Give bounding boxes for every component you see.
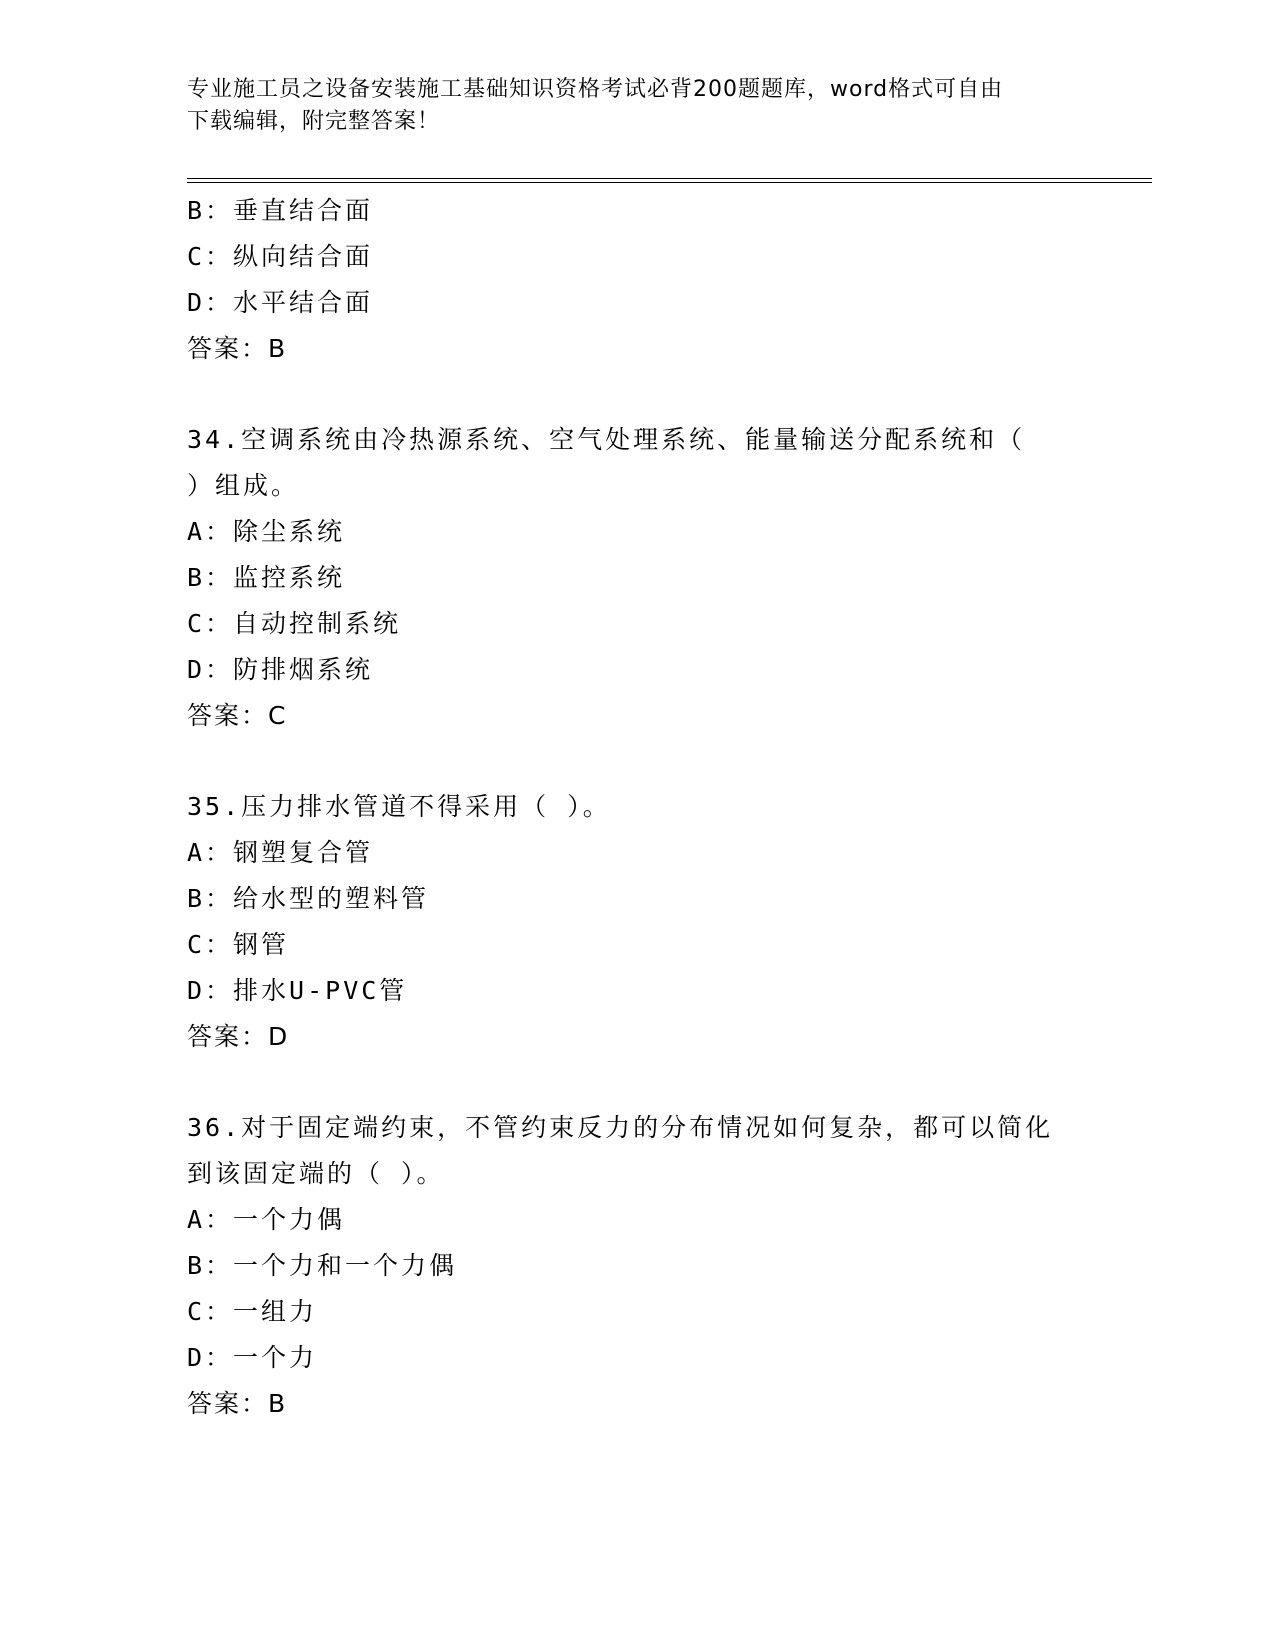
option-a: A：除尘系统 bbox=[187, 517, 346, 546]
question-stem: 35.压力排水管道不得采用（ ）。 bbox=[187, 792, 611, 821]
spacer bbox=[187, 1060, 1127, 1105]
option-b: B：一个力和一个力偶 bbox=[187, 1251, 458, 1280]
option-a: A：一个力偶 bbox=[187, 1205, 346, 1234]
option-c: C：纵向结合面 bbox=[187, 242, 374, 271]
question-stem: 36.对于固定端约束，不管约束反力的分布情况如何复杂，都可以简化 bbox=[187, 1113, 1054, 1142]
question-stem-continued: 到该固定端的（ ）。 bbox=[187, 1159, 445, 1188]
option-d: D：一个力 bbox=[187, 1343, 318, 1372]
question-list bbox=[187, 188, 1127, 1427]
question-stem: 34.空调系统由冷热源系统、空气处理系统、能量输送分配系统和（ bbox=[187, 425, 1026, 454]
header-title-line2: 下载编辑，附完整答案！ bbox=[187, 109, 441, 134]
question-block-34 bbox=[187, 417, 1127, 739]
spacer bbox=[187, 739, 1127, 784]
header-title-line1: 专业施工员之设备安装施工基础知识资格考试必背200题题库，word格式可自由 bbox=[187, 77, 1004, 102]
option-b: B：给水型的塑料管 bbox=[187, 884, 430, 913]
option-d: D：防排烟系统 bbox=[187, 655, 374, 684]
option-b: B：监控系统 bbox=[187, 563, 346, 592]
answer-line: 答案：B bbox=[187, 1389, 288, 1418]
spacer bbox=[187, 372, 1127, 417]
answer-line: 答案：C bbox=[187, 701, 288, 730]
header-divider bbox=[187, 178, 1152, 183]
option-d: D：水平结合面 bbox=[187, 288, 374, 317]
answer-line: 答案：D bbox=[187, 1022, 290, 1051]
question-block-35 bbox=[187, 784, 1127, 1060]
document-header bbox=[187, 74, 1087, 138]
option-c: C：钢管 bbox=[187, 930, 290, 959]
question-stem-continued: ）组成。 bbox=[187, 471, 300, 500]
question-block-36 bbox=[187, 1105, 1127, 1427]
answer-line: 答案：B bbox=[187, 334, 288, 363]
option-b: B：垂直结合面 bbox=[187, 196, 374, 225]
option-d: D：排水U-PVC管 bbox=[187, 976, 408, 1005]
option-c: C：一组力 bbox=[187, 1297, 318, 1326]
option-c: C：自动控制系统 bbox=[187, 609, 402, 638]
question-block-33 bbox=[187, 188, 1127, 372]
option-a: A：钢塑复合管 bbox=[187, 838, 374, 867]
